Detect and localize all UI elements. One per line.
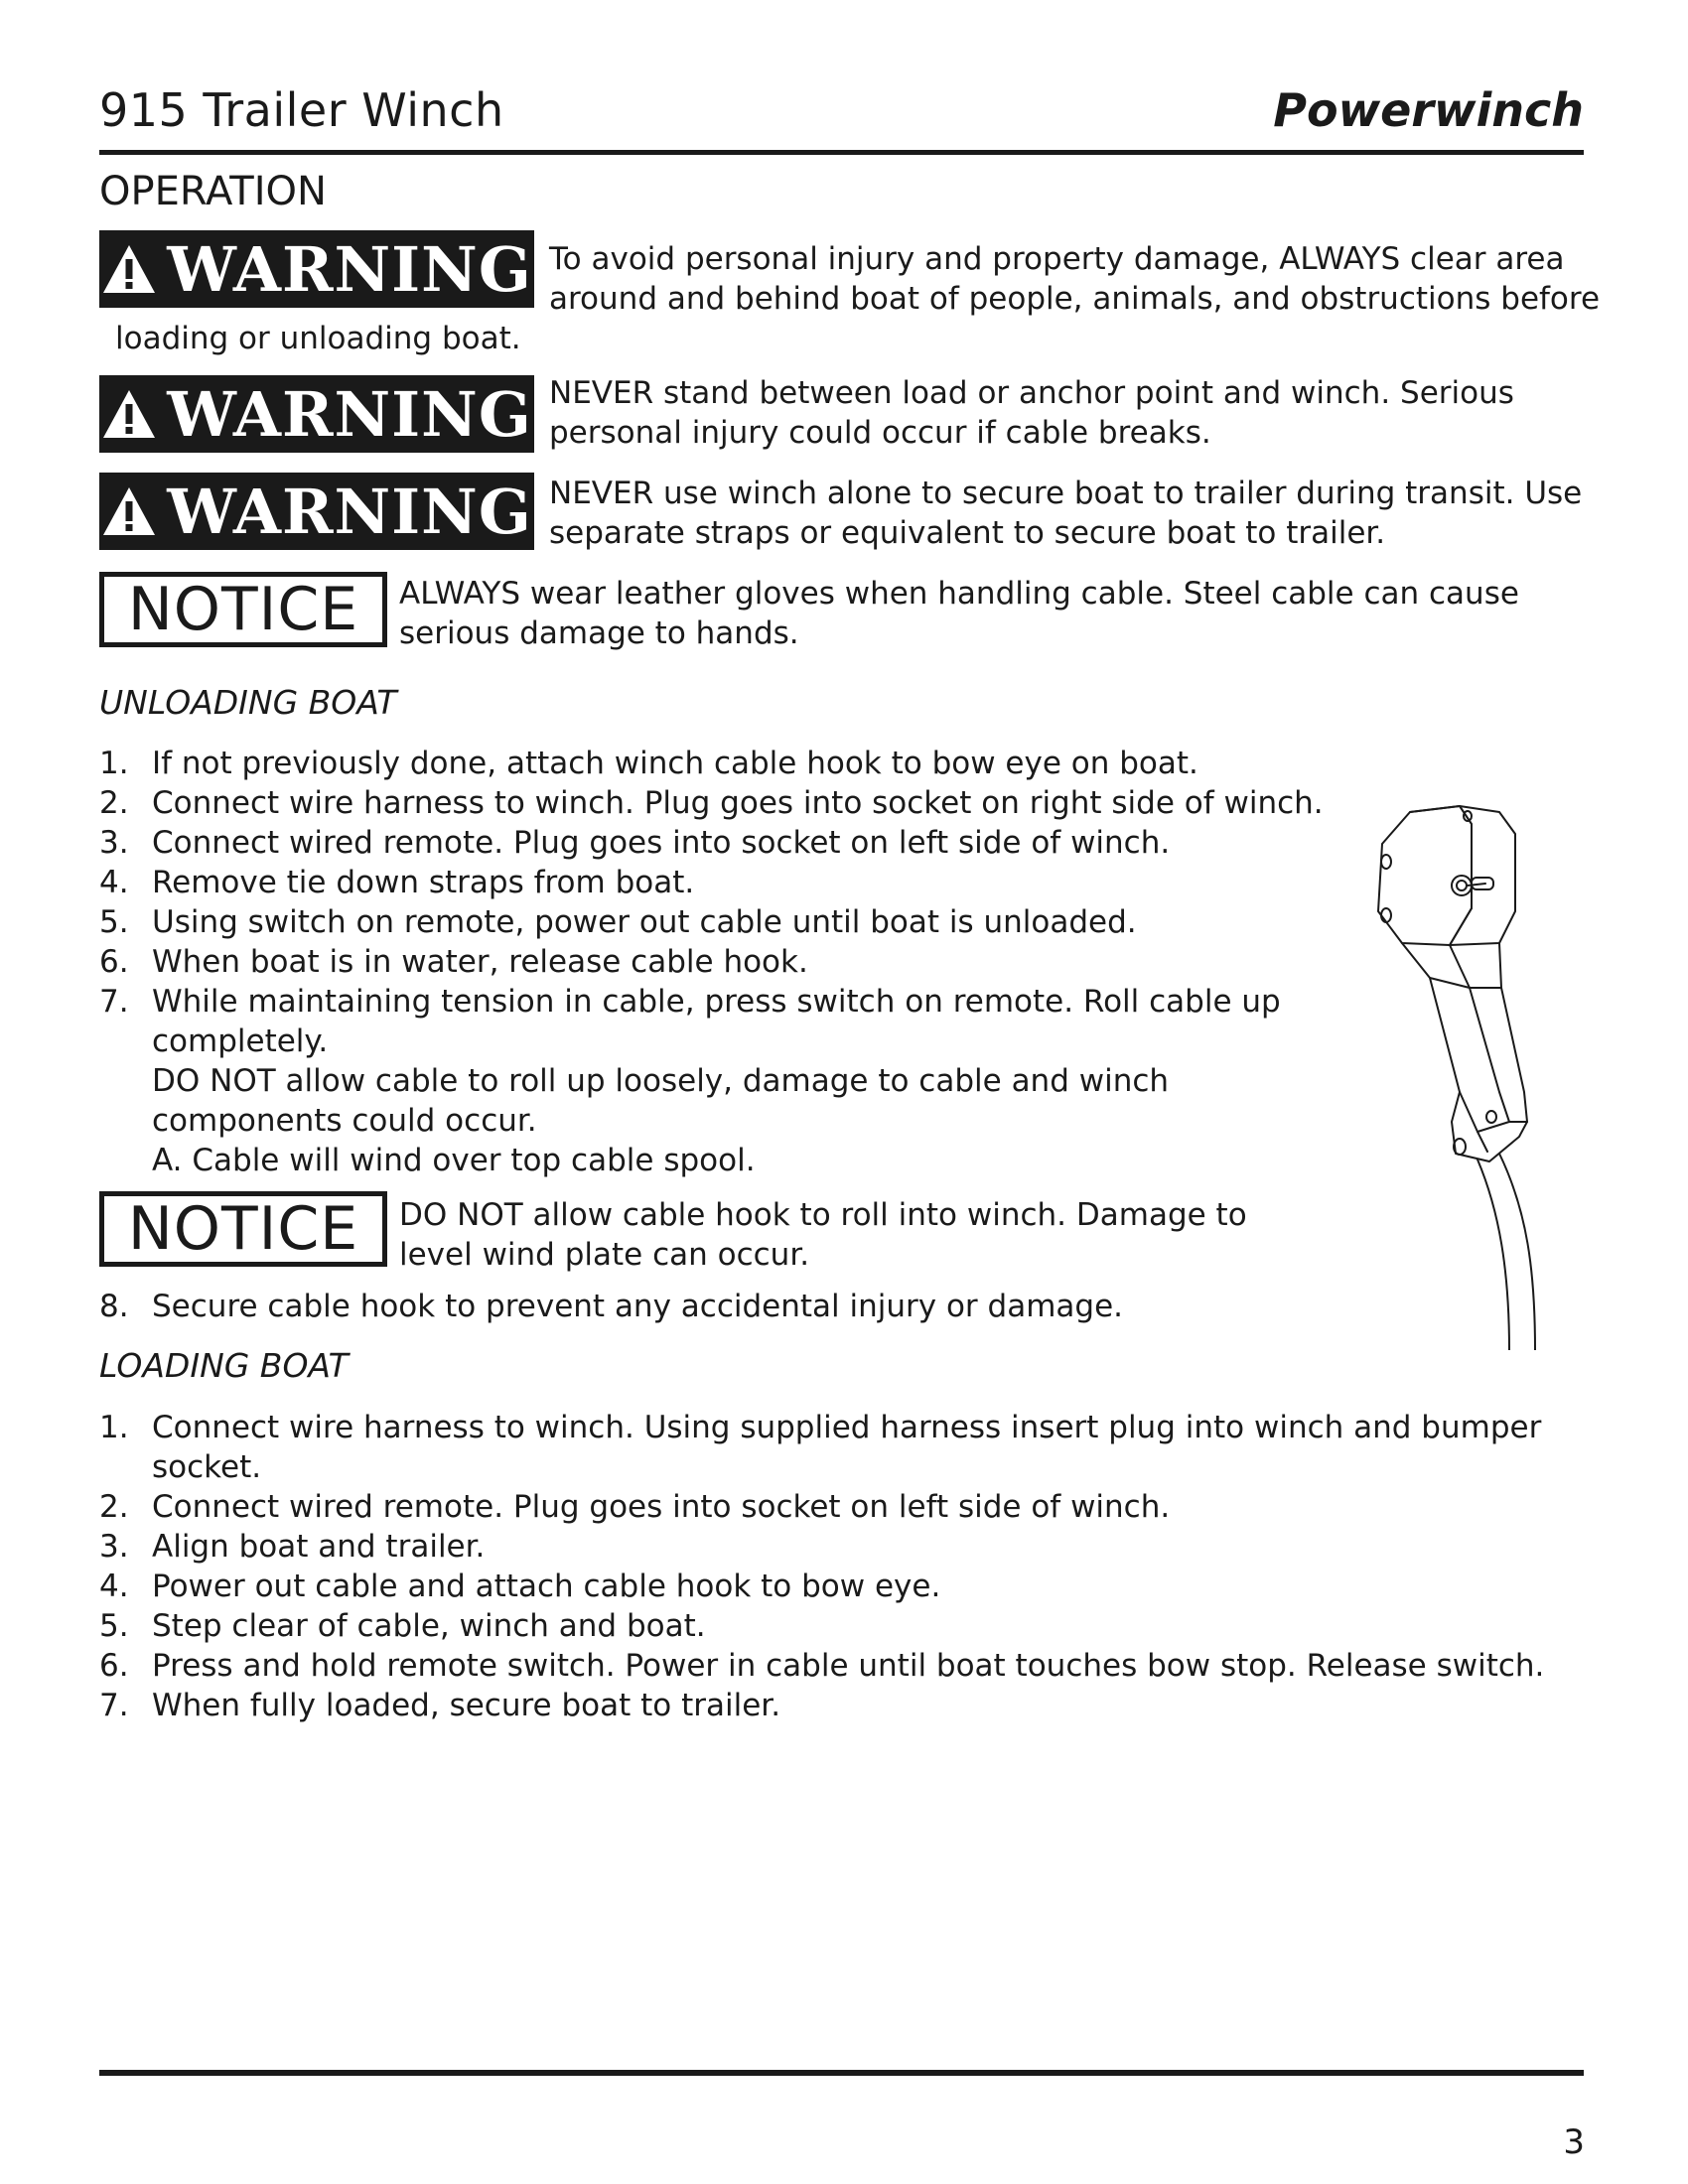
list-item-text: Align boat and trailer.	[152, 1529, 486, 1565]
list-item-number: 3.	[99, 1529, 129, 1565]
list-item-text: Press and hold remote switch. Power in cable until boat touches bow stop. Release switch.	[152, 1648, 1545, 1684]
list-item-number: 8.	[99, 1289, 129, 1324]
notice-label-text: NOTICE	[127, 575, 359, 644]
list-item-continuation	[99, 1447, 1544, 1487]
warning-1-line-2: around and behind boat of people, animals, and obstructions before	[549, 281, 1601, 317]
list-item-caution-line-1: DO NOT allow cable to roll up loosely, damage to cable and winch	[152, 1063, 1170, 1099]
list-item-text: socket.	[152, 1449, 262, 1485]
brand-name: Powerwinch	[1273, 83, 1584, 137]
warning-label-3	[99, 473, 534, 550]
list-item-text: Connect wired remote. Plug goes into socket on left side of winch.	[152, 825, 1171, 861]
wired-remote-illustration	[1360, 794, 1559, 1350]
warning-triangle-icon	[101, 243, 157, 295]
list-item-text: While maintaining tension in cable, press switch on remote. Roll cable up	[152, 984, 1281, 1020]
list-item-substep: A. Cable will wind over top cable spool.	[152, 1143, 756, 1178]
list-item-number: 4.	[99, 1569, 129, 1604]
list-item-text: Using switch on remote, power out cable until boat is unloaded.	[152, 904, 1137, 940]
list-item	[99, 1487, 1544, 1527]
list-item-number: 2.	[99, 785, 129, 821]
list-item-number: 3.	[99, 825, 129, 861]
header-rule	[99, 150, 1584, 155]
list-item-text: Step clear of cable, winch and boat.	[152, 1608, 706, 1644]
list-item	[99, 823, 1324, 863]
list-item-text: Connect wire harness to winch. Plug goes into socket on right side of winch.	[152, 785, 1324, 821]
list-item	[99, 902, 1324, 942]
warning-triangle-icon	[101, 485, 157, 537]
list-item-text: When boat is in water, release cable hook.	[152, 944, 808, 980]
list-item-number: 2.	[99, 1489, 129, 1525]
list-item	[99, 1567, 1544, 1606]
warning-label-text: WARNING	[167, 377, 532, 451]
list-item-text: If not previously done, attach winch cable hook to bow eye on boat.	[152, 746, 1198, 781]
warning-label-1	[99, 230, 534, 308]
list-item	[99, 1527, 1544, 1567]
list-item-text: Connect wired remote. Plug goes into socket on left side of winch.	[152, 1489, 1171, 1525]
list-item-number: 7.	[99, 1688, 129, 1723]
warning-1-line-1: To avoid personal injury and property damage, ALWAYS clear area	[549, 241, 1565, 277]
document-title: 915 Trailer Winch	[99, 83, 504, 137]
list-item-text: When fully loaded, secure boat to trailer.	[152, 1688, 781, 1723]
unloading-heading: UNLOADING BOAT	[99, 683, 397, 722]
list-item-number: 1.	[99, 1410, 129, 1445]
list-item	[99, 1686, 1544, 1725]
warning-triangle-icon	[101, 388, 157, 440]
notice-1-line-1: ALWAYS wear leather gloves when handling cable. Steel cable can cause	[399, 576, 1519, 612]
list-item-text: Remove tie down straps from boat.	[152, 865, 695, 900]
list-item-text: Secure cable hook to prevent any accidental injury or damage.	[152, 1289, 1123, 1324]
list-item-number: 6.	[99, 944, 129, 980]
notice-2-line-1: DO NOT allow cable hook to roll into winch. Damage to	[399, 1197, 1247, 1233]
list-item	[99, 1408, 1544, 1447]
list-item-number: 5.	[99, 904, 129, 940]
loading-heading: LOADING BOAT	[99, 1346, 349, 1385]
warning-1-line-3: loading or unloading boat.	[115, 321, 521, 356]
list-item	[99, 982, 1324, 1022]
section-title: OPERATION	[99, 169, 327, 214]
warning-2-line-1: NEVER stand between load or anchor point and winch. Serious	[549, 375, 1514, 411]
list-item-text: Connect wire harness to winch. Using supplied harness insert plug into winch and bumper	[152, 1410, 1542, 1445]
notice-2-line-2: level wind plate can occur.	[399, 1237, 810, 1273]
notice-label-1	[99, 572, 387, 647]
notice-1-line-2: serious damage to hands.	[399, 615, 799, 651]
list-item-number: 1.	[99, 746, 129, 781]
list-item	[99, 1287, 1123, 1326]
loading-steps-list	[99, 1408, 1544, 1725]
list-item	[99, 1606, 1544, 1646]
list-item-number: 4.	[99, 865, 129, 900]
page-number: 3	[1563, 2122, 1585, 2162]
unloading-steps-list	[99, 744, 1324, 1180]
list-item-number: 6.	[99, 1648, 129, 1684]
warning-label-2	[99, 375, 534, 453]
unloading-final-step	[99, 1287, 1123, 1326]
list-item-caution-line-2: components could occur.	[152, 1103, 537, 1139]
list-item-number: 5.	[99, 1608, 129, 1644]
list-item-continuation: completely.	[152, 1024, 329, 1059]
warning-2-line-2: personal injury could occur if cable breaks.	[549, 415, 1211, 451]
notice-label-2	[99, 1191, 387, 1267]
warning-3-line-1: NEVER use winch alone to secure boat to trailer during transit. Use	[549, 476, 1583, 511]
warning-3-line-2: separate straps or equivalent to secure boat to trailer.	[549, 515, 1386, 551]
list-item-text: Power out cable and attach cable hook to bow eye.	[152, 1569, 941, 1604]
footer-rule	[99, 2070, 1584, 2076]
notice-label-text: NOTICE	[127, 1194, 359, 1264]
list-item	[99, 863, 1324, 902]
list-item	[99, 783, 1324, 823]
warning-label-text: WARNING	[167, 232, 532, 306]
list-item	[99, 1646, 1544, 1686]
list-item	[99, 942, 1324, 982]
list-item-number: 7.	[99, 984, 129, 1020]
warning-label-text: WARNING	[167, 475, 532, 548]
list-item	[99, 744, 1324, 783]
